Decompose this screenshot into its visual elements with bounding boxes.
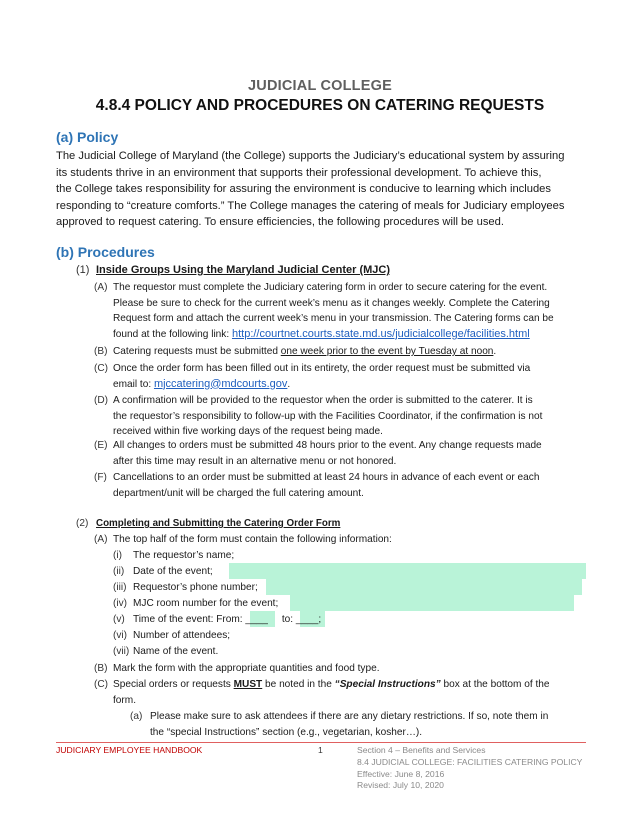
footer-line: Section 4 – Benefits and Services [357, 745, 486, 755]
item-1E-line: after this time may result in an alternative menu or not honored. [113, 455, 397, 467]
page-title: JUDICIAL COLLEGE [248, 78, 392, 94]
subitem-event-name: Name of the event. [133, 646, 219, 657]
footer-section-info [357, 745, 582, 792]
item-1B-deadline: one week prior to the event by Tuesday at noon [280, 346, 494, 357]
item-label-1B: (B) [94, 346, 108, 357]
item-2C-line: form. [113, 694, 136, 706]
subitem-phone-number: Requestor’s phone number; [133, 582, 258, 593]
item-label-1F: (F) [94, 472, 107, 483]
policy-line: its students thrive in an environment that supports their professional development. To achieve this, [56, 166, 542, 179]
item-2C-text: be noted in the [262, 679, 335, 690]
policy-paragraph [56, 148, 584, 231]
policy-line: responding to “creature comforts.” The College manages the catering of meals for Judiciary employees [56, 199, 565, 212]
page-subtitle: 4.8.4 POLICY AND PROCEDURES ON CATERING REQUESTS [95, 97, 545, 114]
subitem-requestor-name: The requestor’s name; [133, 550, 235, 561]
section-1-number: (1) [76, 264, 90, 276]
section-1-title: Inside Groups Using the Maryland Judicial Center (MJC) [96, 264, 390, 276]
footer-divider [56, 742, 586, 743]
item-2C-special-instructions: “Special Instructions” [334, 679, 441, 690]
subitem-a-line: Please make sure to ask attendees if there are any dietary restrictions. If so, note them in [150, 711, 549, 722]
item-1E-line: All changes to orders must be submitted 48 hours prior to the event. Any change requests made [113, 440, 542, 451]
subitem-a [150, 709, 548, 740]
subitem-attendees: Number of attendees; [133, 630, 231, 641]
footer-line: 8.4 JUDICIAL COLLEGE: FACILITIES CATERING POLICY [357, 756, 583, 767]
subitem-a-line: the “special Instructions” section (e.g., vegetarian, kosher…). [150, 726, 423, 738]
subitem-number: (iii) [113, 582, 127, 593]
catering-email-link[interactable]: mjccatering@mdcourts.gov [153, 377, 288, 390]
subitem-room-number: MJC room number for the event; [133, 598, 279, 609]
item-1C-line: Once the order form has been filled out in its entirety, the order request must be submitted via [113, 363, 531, 374]
item-1A [113, 280, 554, 342]
item-1B-period: . [493, 346, 497, 357]
policy-line: The Judicial College of Maryland (the College) supports the Judiciary’s educational system by assuring [56, 150, 565, 162]
item-1D-line: A confirmation will be provided to the requestor when the order is submitted to the caterer. It is [113, 395, 533, 406]
subitem-number: (vii) [113, 646, 130, 657]
subitem-number: (ii) [113, 566, 125, 577]
item-1F [113, 470, 539, 501]
subitem-number: (vi) [113, 630, 128, 641]
item-2C-must: MUST [233, 679, 263, 690]
item-1C [113, 361, 530, 392]
item-2A-text: The top half of the form must contain the following information: [113, 534, 392, 545]
highlight-box [229, 563, 586, 579]
item-2C-text: box at the bottom of the [440, 679, 550, 690]
subitem-number: (iv) [113, 598, 128, 609]
item-1F-line: Cancellations to an order must be submitted at least 24 hours in advance of each event or each [113, 472, 540, 483]
item-1D [113, 393, 542, 440]
item-label-2C: (C) [94, 679, 109, 690]
page-number: 1 [318, 745, 323, 755]
footer-line: Effective: June 8, 2016 [357, 768, 445, 779]
item-2C-text: Special orders or requests [113, 679, 234, 690]
item-label-1E: (E) [94, 440, 108, 451]
item-2C [113, 677, 550, 708]
item-label-1D: (D) [94, 395, 109, 406]
item-1C-period: . [287, 378, 291, 390]
item-label-2A: (A) [94, 534, 108, 545]
item-1A-line: Please be sure to check for the current week’s menu as it changes weekly. Complete the Catering [113, 297, 550, 309]
item-1C-email-intro: email to: [113, 378, 154, 390]
item-1E [113, 438, 542, 469]
item-1F-line: department/unit will be charged the full catering amount. [113, 487, 364, 499]
item-1A-line: Request form and attach the current week’s menu in your transmission. The Catering forms can be [113, 313, 554, 325]
item-1B-text: Catering requests must be submitted [113, 346, 281, 357]
item-label-1A: (A) [94, 282, 108, 293]
procedures-heading: (b) Procedures [56, 244, 155, 260]
subitem-number: (i) [113, 550, 122, 561]
item-1D-line: the requestor’s responsibility to follow-up with the Facilities Coordinator, if the confirmation is not [113, 410, 543, 422]
subitem-number: (v) [113, 614, 125, 625]
facilities-link[interactable]: http://courtnet.courts.state.md.us/judicialcollege/facilities.html [231, 327, 530, 340]
policy-line: approved to request catering. To ensure efficiencies, the following procedures will be used. [56, 216, 504, 228]
item-1A-line: The requestor must complete the Judiciary catering form in order to secure catering for the event. [113, 282, 548, 293]
footer-line: Revised: July 10, 2020 [357, 780, 444, 791]
policy-heading: (a) Policy [56, 129, 119, 145]
item-2B-text: Mark the form with the appropriate quantities and food type. [113, 663, 380, 674]
section-2-title: Completing and Submitting the Catering Order Form [96, 518, 341, 529]
footer-handbook-name: JUDICIARY EMPLOYEE HANDBOOK [56, 745, 203, 755]
item-1A-link-intro: found at the following link: [113, 328, 232, 340]
subitem-event-date: Date of the event; [133, 566, 213, 577]
subitem-event-time: Time of the event: From: ____ to: ____; [133, 614, 322, 625]
subitem-label-a: (a) [130, 711, 143, 722]
item-1D-line: received within five working days of the request being made. [113, 426, 383, 438]
item-label-2B: (B) [94, 663, 108, 674]
policy-line: the College takes responsibility for assuring the environment is conducive to learning which includes [56, 183, 552, 195]
item-label-1C: (C) [94, 363, 109, 374]
section-2-number: (2) [76, 518, 89, 529]
item-1B [113, 344, 496, 360]
highlight-box [266, 579, 582, 595]
highlight-box [290, 595, 574, 611]
